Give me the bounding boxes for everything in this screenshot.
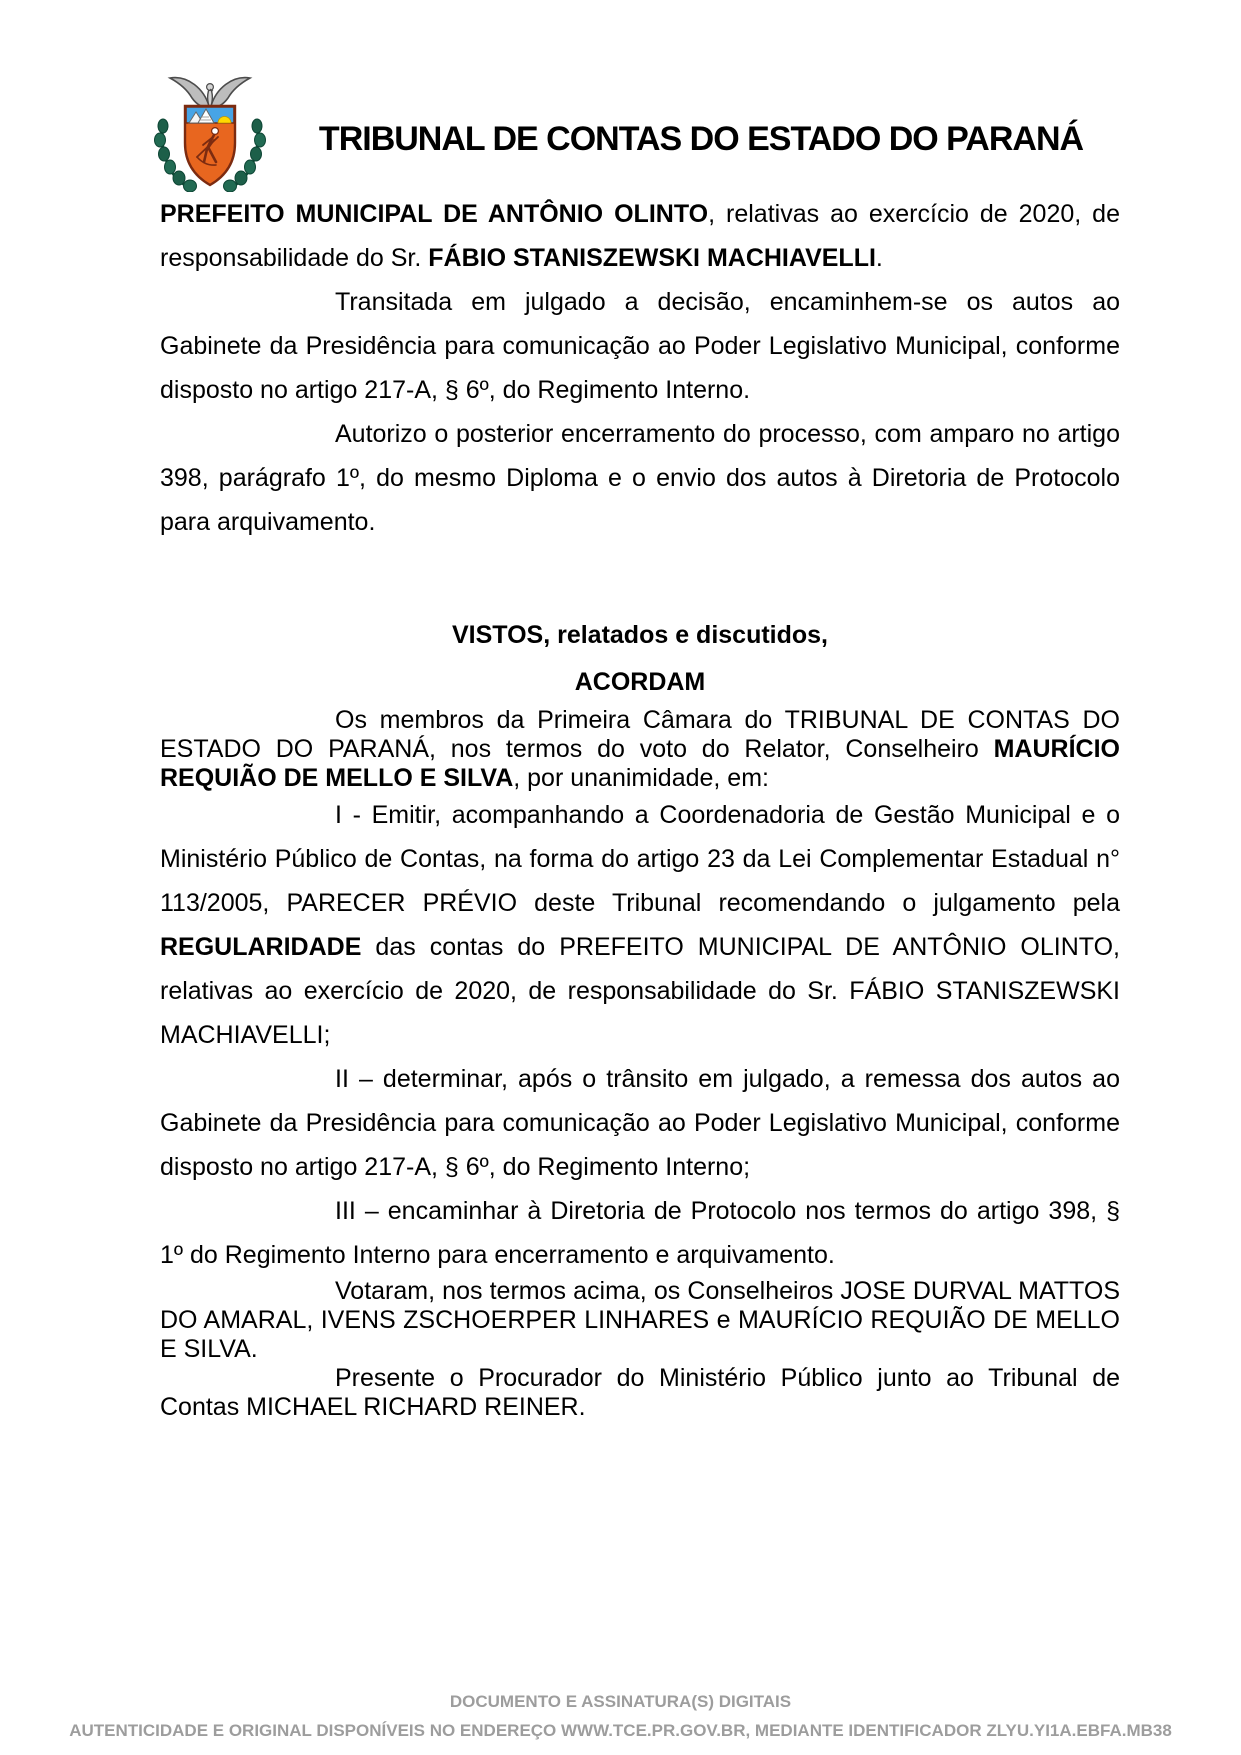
paragraph-item-i: I - Emitir, acompanhando a Coordenadoria de Gestão Municipal e o Ministério Público de Contas, na forma do artigo 23 da Lei Complementar Estadual n° 113/2005, PARECER PRÉVIO deste Tribunal recomendando o julgamento pela REGULARIDADE das contas do PREFEITO MUNICIPAL DE ANTÔNIO OLINTO, relativas ao exercício de 2020, de responsabilidade do Sr. FÁBIO STANISZEWSKI MACHIAVELLI; (160, 801, 1120, 1049)
paragraph-continuation: PREFEITO MUNICIPAL DE ANTÔNIO OLINTO, relativas ao exercício de 2020, de responsabilidade do Sr. FÁBIO STANISZEWSKI MACHIAVELLI. (160, 200, 1120, 272)
paragraph-item-iii: III – encaminhar à Diretoria de Protocolo nos termos do artigo 398, § 1º do Regimento Interno para encerramento e arquivamento. (160, 1197, 1120, 1269)
shield (185, 106, 235, 185)
heading-acordam: ACORDAM (574, 668, 706, 696)
paragraph-transitada: Transitada em julgado a decisão, encaminhem-se os autos ao Gabinete da Presidência para comunicação ao Poder Legislativo Municipal, conforme disposto no artigo 217-A, § 6º, do Regimento Interno. (160, 288, 1120, 404)
parana-coat-of-arms-logo (152, 65, 268, 192)
footer-line-2: AUTENTICIDADE E ORIGINAL DISPONÍVEIS NO ENDEREÇO WWW.TCE.PR.GOV.BR, MEDIANTE IDENTIFICADOR ZLYU.YI1A.EBFA.MB38 (69, 1721, 1172, 1740)
acordam-heading-block (160, 612, 1120, 706)
footer-line-1: DOCUMENTO E ASSINATURA(S) DIGITAIS (449, 1692, 792, 1711)
document-footer (0, 1687, 1241, 1745)
paragraph-presente: Presente o Procurador do Ministério Público junto ao Tribunal de Contas MICHAEL RICHARD REINER. (160, 1364, 1120, 1421)
document-body (160, 192, 1120, 1422)
paragraph-autorizo: Autorizo o posterior encerramento do processo, com amparo no artigo 398, parágrafo 1º, do mesmo Diploma e o envio dos autos à Diretoria de Protocolo para arquivamento. (160, 420, 1120, 536)
document-header (152, 65, 1120, 192)
heading-vistos: VISTOS, relatados e discutidos, (451, 621, 829, 649)
paragraph-votaram: Votaram, nos termos acima, os Conselheiros JOSE DURVAL MATTOS DO AMARAL, IVENS ZSCHOERPER LINHARES e MAURÍCIO REQUIÃO DE MELLO E SILVA. (160, 1277, 1120, 1363)
paragraph-item-ii: II – determinar, após o trânsito em julgado, a remessa dos autos ao Gabinete da Presidência para comunicação ao Poder Legislativo Municipal, conforme disposto no artigo 217-A, § 6º, do Regimento Interno; (160, 1065, 1120, 1181)
paragraph-os-membros: Os membros da Primeira Câmara do TRIBUNAL DE CONTAS DO ESTADO DO PARANÁ, nos termos do voto do Relator, Conselheiro MAURÍCIO REQUIÃO DE MELLO E SILVA, por unanimidade, em: (160, 706, 1120, 792)
eagle-icon (170, 78, 250, 109)
page-title: TRIBUNAL DE CONTAS DO ESTADO DO PARANÁ (318, 120, 1084, 158)
